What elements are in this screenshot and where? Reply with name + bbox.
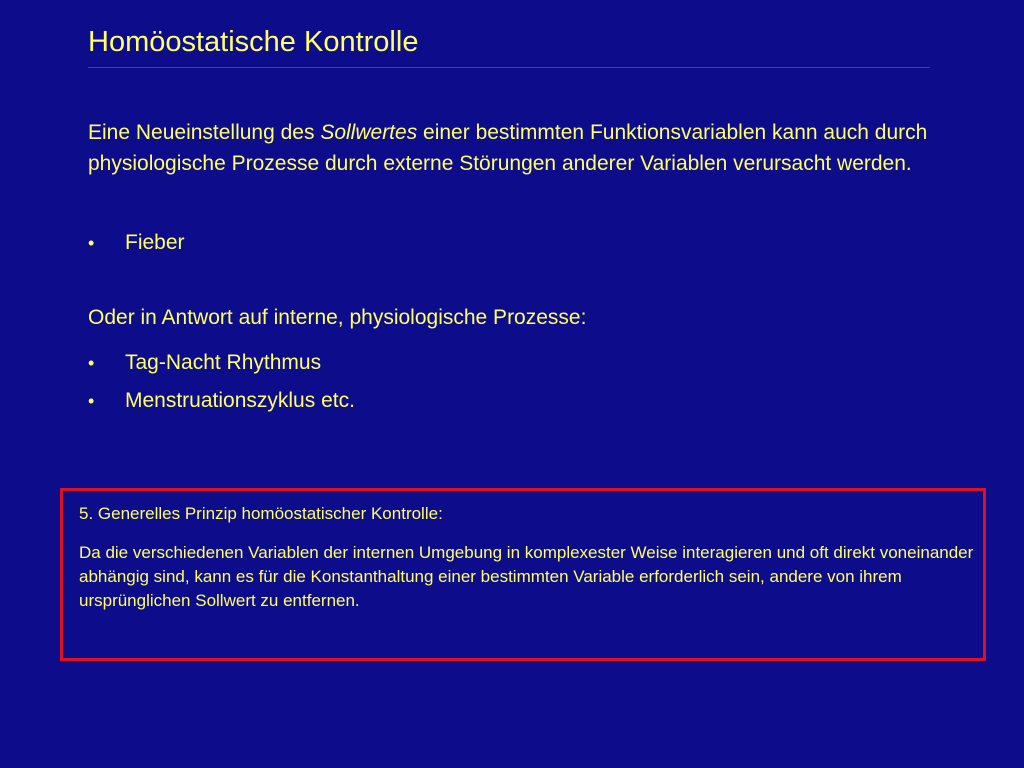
intro-paragraph xyxy=(88,117,948,179)
bullet-icon: • xyxy=(88,391,95,411)
bullet-text: Menstruationszyklus etc. xyxy=(125,389,355,412)
list-item xyxy=(88,385,355,423)
list-item xyxy=(88,227,185,259)
external-bullet-list xyxy=(88,227,185,259)
internal-intro-paragraph: Oder in Antwort auf interne, physiologische Prozesse: xyxy=(88,306,587,329)
intro-text-start: Eine Neueinstellung des xyxy=(88,121,321,144)
principle-box xyxy=(60,488,986,661)
title-underline xyxy=(88,67,930,68)
intro-text-end: einer bestimmten Funktionsvariablen kann auch durch physiologische Prozesse durch externe Störungen anderer Variablen verursacht werden. xyxy=(88,121,928,175)
principle-heading: 5. Generelles Prinzip homöostatischer Kontrolle: xyxy=(79,504,443,523)
principle-body: Da die verschiedenen Variablen der internen Umgebung in komplexester Weise interagieren und oft direkt voneinander abhängig sind, kann es für die Konstanthaltung einer bestimmten Variable erforderlich sein, andere von ihrem ursprünglichen Sollwert zu entfernen. xyxy=(79,543,974,610)
internal-bullet-list xyxy=(88,347,355,423)
bullet-icon: • xyxy=(88,353,95,373)
slide-title: Homöostatische Kontrolle xyxy=(88,26,419,58)
intro-text-italic: Sollwertes xyxy=(320,121,418,144)
bullet-icon: • xyxy=(88,233,95,253)
bullet-text: Fieber xyxy=(125,231,185,254)
list-item xyxy=(88,347,355,385)
bullet-text: Tag-Nacht Rhythmus xyxy=(125,351,322,374)
